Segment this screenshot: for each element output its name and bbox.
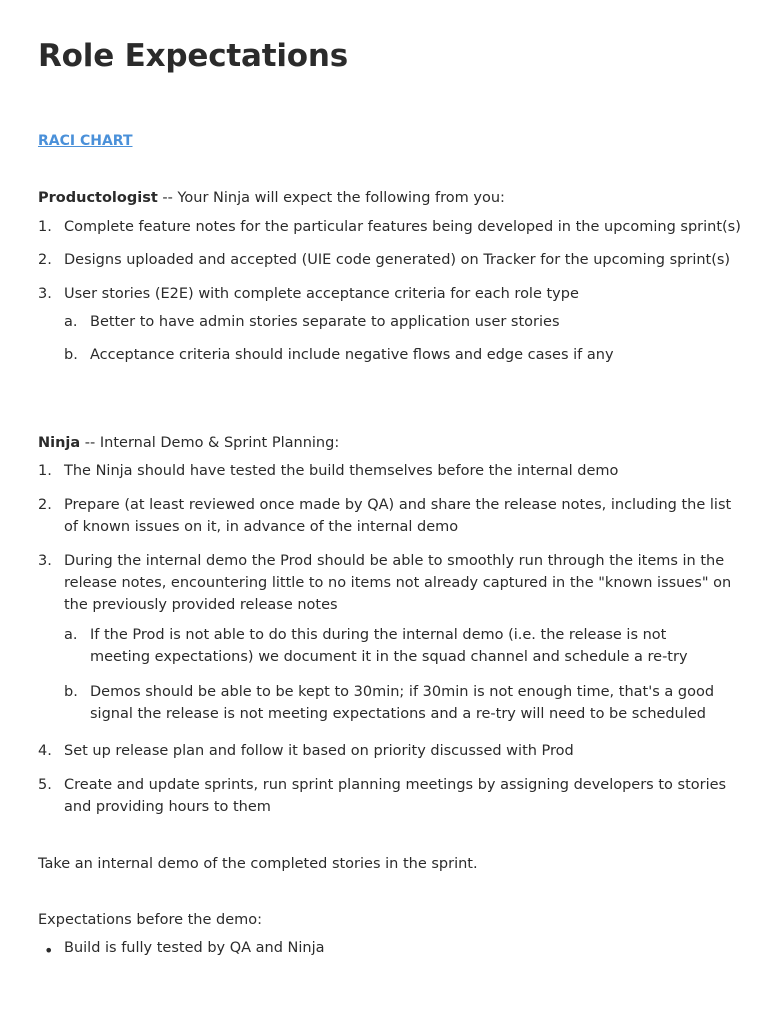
list-marker: a. [64, 314, 78, 330]
list-marker: 1. [38, 219, 52, 235]
before-demo-heading: Expectations before the demo: [38, 912, 263, 928]
list-item-text: User stories (E2E) with complete acceptance criteria for each role type [64, 286, 579, 302]
list-item-text: Set up release plan and follow it based on priority discussed with Prod [64, 743, 574, 759]
productologist-intro [38, 187, 505, 209]
list-marker: a. [64, 627, 78, 643]
productologist-role: Productologist [38, 190, 158, 206]
list-item-text: The Ninja should have tested the build themselves before the internal demo [64, 463, 619, 479]
list-item-text: Demos should be able to be kept to 30min; if 30min is not enough time, that's a good signal the release is not meeting expectations and a re-try will need to be scheduled [90, 684, 715, 722]
list-item-text: If the Prod is not able to do this during the internal demo (i.e. the release is not meeting expectations) we document it in the squad channel and schedule a re-try [90, 627, 688, 665]
ninja-role: Ninja [38, 435, 81, 451]
list-item-text: Acceptance criteria should include negative flows and edge cases if any [90, 347, 614, 363]
list-marker: 3. [38, 553, 52, 569]
list-marker: 3. [38, 286, 52, 302]
list-item-text: Prepare (at least reviewed once made by QA) and share the release notes, including the list of known issues on it, in advance of the internal demo [64, 497, 732, 535]
list-marker: 5. [38, 777, 52, 793]
bullet-icon: • [44, 941, 54, 960]
ninja-intro-text: -- Internal Demo & Sprint Planning: [80, 435, 340, 451]
list-marker: 4. [38, 743, 52, 759]
list-marker: b. [64, 347, 78, 363]
productologist-intro-text: -- Your Ninja will expect the following from you: [157, 190, 505, 206]
list-item-text: During the internal demo the Prod should be able to smoothly run through the items in the release notes, encountering little to no items not already captured in the "known issues" on the previously provided release notes [64, 553, 732, 613]
demo-note: Take an internal demo of the completed stories in the sprint. [38, 856, 478, 872]
list-item-text: Better to have admin stories separate to application user stories [90, 314, 560, 330]
list-marker: 1. [38, 463, 52, 479]
list-item-text: Designs uploaded and accepted (UIE code generated) on Tracker for the upcoming sprint(s) [64, 252, 731, 268]
ninja-intro [38, 432, 339, 454]
page-title: Role Expectations [38, 38, 348, 74]
raci-chart-link[interactable]: RACI CHART [38, 133, 133, 149]
list-marker: 2. [38, 497, 52, 513]
list-item-text: Create and update sprints, run sprint planning meetings by assigning developers to stories and providing hours to them [64, 777, 727, 815]
list-item-text: Build is fully tested by QA and Ninja [64, 940, 325, 956]
list-item-text: Complete feature notes for the particular features being developed in the upcoming sprint(s) [64, 219, 741, 235]
list-marker: 2. [38, 252, 52, 268]
list-marker: b. [64, 684, 78, 700]
